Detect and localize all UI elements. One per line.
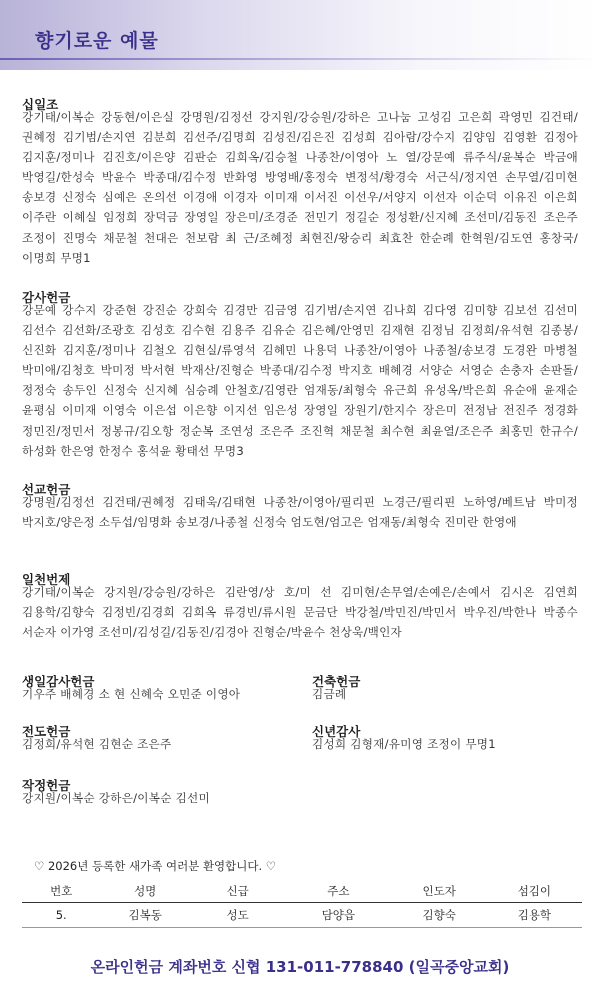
- table-cell: 김향숙: [392, 903, 487, 928]
- table-cell: 김복동: [100, 903, 190, 928]
- header-divider: [0, 58, 600, 60]
- table-cell: 5.: [22, 903, 100, 928]
- welcome-message: ♡ 2026년 등록한 새가족 여러분 환영합니다. ♡: [34, 859, 277, 873]
- column-header: 인도자: [392, 880, 487, 903]
- mission-names: 강명원/김정선 김건태/권혜정 김태욱/김태현 나종찬/이영아/필리핀 노경근/필리핀 노하영/베트남 박미정 박지호/양은정 소두섭/임명화 송보경/나종철 신정숙 엄도현/엄고은 엄재동/최형숙 진미란 한영애: [22, 495, 578, 530]
- column-header: 성명: [100, 880, 190, 903]
- tithe-heading: 십일조: [22, 97, 59, 112]
- birthday-heading: 생일감사헌금: [22, 674, 95, 689]
- harvest-heading: 작정헌금: [22, 778, 71, 793]
- ilcheon-heading: 일천번제: [22, 572, 71, 587]
- new-family-header-row: [22, 880, 582, 903]
- newyear-heading: 신년감사: [312, 724, 361, 739]
- table-cell: 김용학: [487, 903, 582, 928]
- column-header: 번호: [22, 880, 100, 903]
- newyear-names: 김성희 김형재/유미영 조정이 무명1: [312, 737, 496, 751]
- column-header: 신급: [190, 880, 285, 903]
- table-cell: 성도: [190, 903, 285, 928]
- thanks-names: 강문예 강수지 강준현 강진순 강희숙 김경만 김금영 김기범/손지연 김나희 김다영 김미향 김보선 김선미 김선수 김선화/조광호 김성호 김수현 김용주 김유순 김은혜/안영민 김재현 김정님 김정희/유석현 김종봉/신진화 김지훈/정미나 김철오 김현실/류영석 김혜민 나용덕 나종찬/이영아 나종철/송보경 도경완 마병철 박미애/김청호 박미정 박서현 박재산/진형순 박종대/김수정 박지호 배혜경 서양순 서영순 손충자 손판돌/정정숙 송두인 신정숙 신지혜 심승례 안철호/김영란 엄재동/최형숙 유근희 유성옥/박은희 유순애 윤재순 윤평심 이미재 이영숙 이은섭 이은향 이지선 임은성 장영일 장원기/한지수 장은미 전정남 전진주 정경화 정민진/정민서 정봉규/김오항 정순복 조연성 조은주 조진혁 채문철 최수현 최윤열/조은주 최홍민 한규수/하성화 한은영 한정수 홍석윤 황태선 무명3: [22, 303, 578, 458]
- page-header: [0, 0, 600, 70]
- evangelism-names: 김정희/유석현 김현순 조은주: [22, 737, 172, 751]
- column-header: 섬김이: [487, 880, 582, 903]
- online-offering-account: 온라인헌금 계좌번호 신협 131-011-778840 (일곡중앙교회): [90, 958, 510, 976]
- column-header: 주소: [285, 880, 391, 903]
- table-cell: 담양읍: [285, 903, 391, 928]
- building-heading: 건축헌금: [312, 674, 361, 689]
- new-family-table: [22, 880, 582, 928]
- mission-heading: 선교헌금: [22, 482, 71, 497]
- tithe-names: 강기태/이복순 강동현/이은실 강명원/김정선 강지원/강승원/강하은 고나눔 고성김 고은희 곽영민 김건태/권혜정 김기범/손지연 김분희 김선주/김명희 김성진/김은진 김성희 김아람/강수지 김양임 김영환 김정아 김지훈/정미나 김진호/이은양 김판순 김희옥/김승철 나종찬/이영아 노 열/강문예 류주식/윤복순 박금애 박영길/한성숙 박윤수 박종대/김수정 반화영 방영배/홍정숙 변정석/황경숙 서근식/정지연 손무열/김미현 송보경 신정숙 심예은 온의선 이경애 이경자 이미재 이서진 이선우/서양지 이선자 이순덕 이유진 이은희 이주란 이혜실 임정희 장덕금 장영일 장은미/조경준 전민기 정길순 정성환/신지혜 조선미/김동진 조은주 조정이 진명숙 채문철 천대은 천보람 최 근/조혜정 최현진/왕승리 최효찬 한순례 한혁원/김도연 홍창국/이명희 무명1: [22, 110, 578, 265]
- thanks-heading: 감사헌금: [22, 290, 71, 305]
- ilcheon-names: 강기태/이복순 강지원/강승원/강하은 김란영/상 호/미 선 김미현/손무열/손예은/손예서 김시온 김연희 김용학/김향숙 김정빈/김경희 김희옥 류경빈/류시원 문금단 박강철/박민진/박민서 박우진/박한나 박종수 서순자 이가영 조선미/김성길/김동진/김경아 진형순/박윤수 천상욱/백인자: [22, 585, 578, 640]
- table-row: [22, 903, 582, 928]
- birthday-names: 기우주 배혜경 소 현 신혜숙 오민준 이영아: [22, 687, 241, 701]
- evangelism-heading: 전도헌금: [22, 724, 71, 739]
- page-title: 향기로운 예물: [35, 30, 159, 52]
- harvest-names: 강지원/이복순 강하은/이복순 김선미: [22, 791, 210, 805]
- building-names: 김금례: [312, 687, 347, 701]
